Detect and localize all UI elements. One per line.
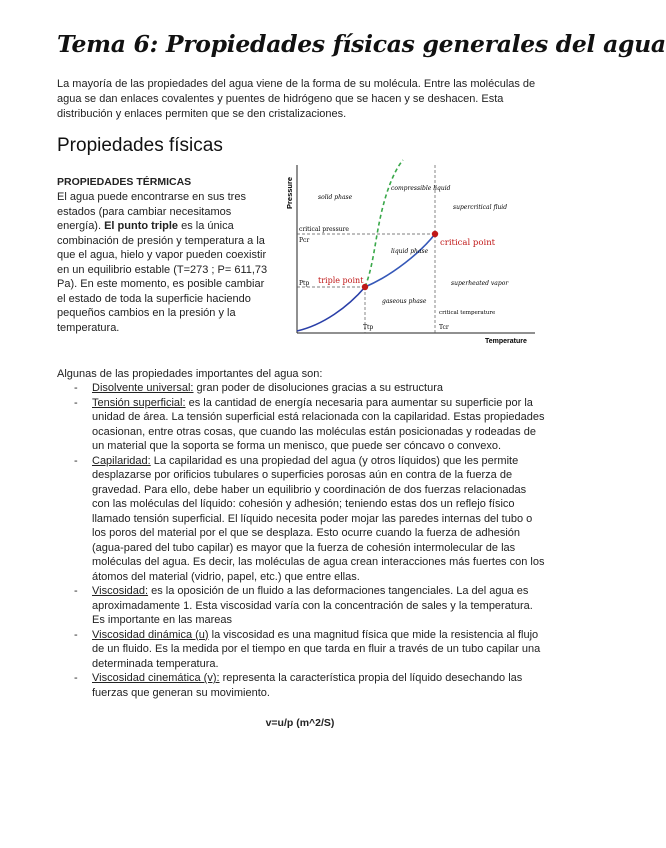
ttp-label: Ttp <box>363 324 374 331</box>
property-term: Viscosidad: <box>92 585 149 597</box>
critical-point-marker <box>432 231 438 237</box>
triple-point-term: El punto triple <box>104 220 179 232</box>
thermal-paragraph <box>57 190 269 335</box>
list-item: - Viscosidad cinemática (v): representa la característica propia del líquido desechando las fuerzas que generan su movimiento. <box>74 672 523 699</box>
list-item: - Viscosidad dinámica (u) la viscosidad es una magnitud física que mide la resistencia al flujo de un fluido. Es la medida por el tiempo en que tarda en fluir a través de un tubo capilar una determinada temperatura. <box>74 628 541 670</box>
property-term: Disolvente universal: <box>92 382 194 394</box>
critical-temperature-label: critical temperature <box>439 310 496 316</box>
property-text: la viscosidad es una magnitud física que mide la resistencia al flujo de un fluido. Es la medida por el tiempo en que tarda en fluir a través de un tubo capilar una determinada temperatura. <box>92 628 541 670</box>
y-axis-label: Pressure <box>285 176 294 209</box>
compressible-liquid-label: compressible liquid <box>391 185 451 192</box>
property-text: representa la característica propia del líquido desechando las fuerzas que generan su movimiento. <box>92 672 523 699</box>
thermal-text-b: es la única combinación de presión y temperatura a la que el agua, hielo y vapor pueden coexistir en un equilibrio estable (T=273 ; P= 611,73 Pa). En este momento, es posible cambiar el estado de toda la superficie haciendo pequeños cambios en la presión y la temperatura. <box>57 220 268 334</box>
pcr-label: Pcr <box>299 237 310 244</box>
property-text: La capilaridad es una propiedad del agua (y otros líquidos) que les permite desplazarse por orificios tubulares o superficies porosas aún en contra de la fuerza de gravedad. Para ello, debe haber un equilibrio y coordinación de dos fuerzas relacionadas con las moléculas del líquido: cohesión y adhesión; teniendo estas dos un reflejo físico llamado tensión superficial. El líquido necesita poder mojar las paredes internas del tubo o los poros del material por el que se desplaza. Esto ocurre cuando la fuerza de adhesión (agua-pared del tubo capilar) es mayor que la fuerza de cohesión intermolecular de las moléculas del agua. Es decir, las moléculas de agua crean interacciones más fuertes con los átomos del material (vidrio, papel, etc.) que entre ellas. <box>92 454 545 583</box>
list-item: - Viscosidad: es la oposición de un fluido a las deformaciones tangenciales. La del agua es aproximadamente 1. Esta viscosidad varía con la concentración de sales y la temperatura. Es importante en las mareas <box>74 585 533 626</box>
triple-point-label: triple point <box>318 276 364 285</box>
property-term: Tensión superficial: <box>92 396 186 409</box>
list-item: - Disolvente universal: gran poder de disoluciones gracias a su estructura <box>74 382 443 394</box>
property-text: es la cantidad de energía necesaria para aumentar su superficie por la unidad de área. La tensión superficial está relacionada con la capilaridad. Estas propiedades ocasionan, entre otras cosas, que cuando las moléculas están posicionadas y rodeadas de un material que la soporta se forma un menisco, que puede ser cóncavo o convexo. <box>92 396 545 452</box>
tcr-label: Tcr <box>439 324 449 331</box>
property-term: Viscosidad dinámica (u) <box>92 628 209 641</box>
viscosity-formula: v=u/p (m^2/S) <box>265 717 335 729</box>
sublimation-curve <box>297 287 365 331</box>
list-intro: Algunas de las propiedades importantes del agua son: <box>57 368 323 380</box>
supercritical-label: supercritical fluid <box>453 204 508 211</box>
properties-list <box>57 381 545 700</box>
superheated-vapor-label: superheated vapor <box>451 280 509 287</box>
list-item: - Tensión superficial: es la cantidad de energía necesaria para aumentar su superficie por la unidad de área. La tensión superficial está relacionada con la capilaridad. Estas propiedades ocasionan, entre otras cosas, que cuando las moléculas están posicionadas y rodeadas de un material que la soporta se forma un menisco, que puede ser cóncavo o convexo. <box>74 396 545 452</box>
critical-point-label: critical point <box>440 238 496 248</box>
solid-phase-label: solid phase <box>318 194 353 201</box>
thermal-text-a: El agua puede encontrarse en sus tres estados (para cambiar necesitamos energía). <box>57 191 246 232</box>
x-axis-label: Temperature <box>485 338 527 345</box>
list-item: - Capilaridad: La capilaridad es una propiedad del agua (y otros líquidos) que les permite desplazarse por orificios tubulares o superficies porosas aún en contra de la fuerza de gravedad. Para ello, debe haber un equilibrio y coordinación de dos fuerzas relacionadas con las moléculas del líquido: cohesión y adhesión; teniendo estas dos un reflejo físico llamado tensión superficial. El líquido necesita poder mojar las paredes internas del tubo o los poros del material por el que se desplaza. Esto ocurre cuando la fuerza de adhesión (agua-pared del tubo capilar) es mayor que la fuerza de cohesión intermolecular de las moléculas del agua. Es decir, las moléculas de agua crean interacciones más fuertes con los átomos del material (vidrio, papel, etc.) que entre ellas. <box>74 454 545 583</box>
property-text: gran poder de disoluciones gracias a su estructura <box>193 382 443 394</box>
gaseous-phase-label: gaseous phase <box>382 298 427 305</box>
property-term: Viscosidad cinemática (v): <box>92 672 220 684</box>
thermal-heading: PROPIEDADES TÉRMICAS <box>57 176 192 188</box>
ptp-label: Ptp <box>299 280 310 287</box>
section-title: Propiedades físicas <box>57 135 223 156</box>
critical-pressure-label: critical pressure <box>299 226 349 233</box>
compressible-label <box>391 185 451 192</box>
property-text: es la oposición de un fluido a las deformaciones tangenciales. La del agua es aproximadamente 1. Esta viscosidad varía con la concentración de sales y la temperatura. Es importante en las mareas <box>92 585 533 626</box>
page-title: Tema 6: Propiedades físicas generales del agua <box>57 30 666 58</box>
intro-paragraph: La mayoría de las propiedades del agua viene de la forma de su molécula. Entre las moléculas de agua se dan enlaces covalentes y puentes de hidrógeno que se hacen y se deshacen. Esta distribución y enlaces permiten que se den cristalizaciones. <box>57 78 536 120</box>
liquid-phase-label: liquid phase <box>391 248 429 255</box>
phase-diagram <box>283 157 538 347</box>
property-term: Capilaridad: <box>92 454 151 467</box>
vaporization-curve <box>365 234 435 287</box>
